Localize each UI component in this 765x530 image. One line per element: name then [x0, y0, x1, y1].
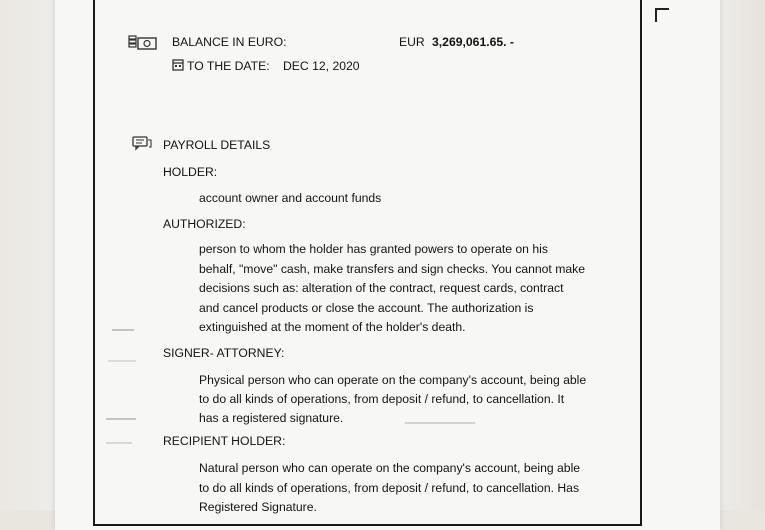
recipient-line-1: Natural person who can operate on the company's account, being able: [199, 461, 581, 475]
authorized-line-2: behalf, "move" cash, make transfers and sign checks. You cannot make: [199, 262, 585, 276]
recipient-line-3: Registered Signature.: [199, 500, 317, 514]
signer-heading: SIGNER- ATTORNEY:: [163, 346, 285, 360]
authorized-line-5: extinguished at the moment of the holder's death.: [199, 320, 466, 334]
date-value: DEC 12, 2020: [283, 59, 360, 73]
holder-line-1: account owner and account funds: [199, 191, 382, 205]
authorized-line-4: and cancel products or close the account. The authorization is: [199, 301, 534, 315]
date-label: TO THE DATE:: [187, 59, 270, 73]
holder-heading: HOLDER:: [163, 165, 218, 179]
scan-smudge: [112, 329, 134, 331]
signer-line-1: Physical person who can operate on the company's account, being able: [199, 373, 587, 387]
chat-icon: [132, 136, 152, 151]
scan-smudge: [405, 422, 475, 424]
balance-amount: 3,269,061.65. -: [432, 35, 514, 49]
money-icon: [128, 35, 158, 51]
scan-smudge: [108, 360, 136, 362]
signer-line-2: to do all kinds of operations, from deposit / refund, to cancellation. It: [199, 392, 565, 406]
authorized-line-3: decisions such as: alteration of the contract, request cards, contract: [199, 281, 564, 295]
scan-smudge: [106, 442, 132, 444]
signer-line-3: has a registered signature.: [199, 411, 344, 425]
authorized-heading: AUTHORIZED:: [163, 217, 246, 231]
authorized-line-1: person to whom the holder has granted powers to operate on his: [199, 242, 548, 256]
payroll-title: PAYROLL DETAILS: [163, 138, 271, 152]
recipient-line-2: to do all kinds of operations, from deposit / refund, to cancellation. Has: [199, 481, 580, 495]
balance-label: BALANCE IN EURO:: [172, 35, 287, 49]
recipient-heading: RECIPIENT HOLDER:: [163, 434, 286, 448]
scan-smudge: [106, 418, 136, 420]
currency-code: EUR: [399, 35, 425, 49]
corner-mark: [655, 8, 669, 22]
calendar-icon: [172, 58, 184, 71]
